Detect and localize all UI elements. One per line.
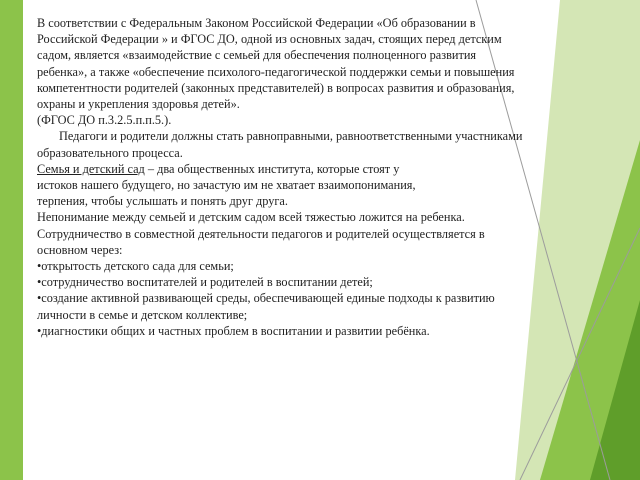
text-line: образовательного процесса. <box>37 145 183 160</box>
citation: (ФГОС ДО п.3.2.5.п.п.5.). <box>37 113 172 128</box>
text-line: истоков нашего будущего, но зачастую им не хватает взаимопонимания, <box>37 178 416 193</box>
text-line: ребенка», а также «обеспечение психолого-педагогической поддержки семьи и повышения <box>37 64 515 79</box>
bullet-item: •открытость детского сада для семьи; <box>37 259 234 274</box>
bullet-item: •диагностики общих и частных проблем в воспитании и развитии ребёнка. <box>37 323 430 338</box>
text-line: основном через: <box>37 242 123 257</box>
bullet-item: •создание активной развивающей среды, обеспечивающей единые подходы к развитию <box>37 291 495 306</box>
text-line: В соответствии с Федеральным Законом Российской Федерации «Об образовании в <box>37 16 476 30</box>
text-line: садом, является «взаимодействие с семьей для обеспечения полноценного развития <box>37 48 477 63</box>
text-line: Педагоги и родители должны стать равноправными, равноответственными участниками <box>59 129 523 144</box>
text-line: Российской Федерации » и ФГОС ДО, одной из основных задач, стоящих перед детским <box>37 32 502 47</box>
body-text <box>37 15 597 339</box>
underlined-term: Семья и детский сад <box>37 161 145 176</box>
text-line: компетентности родителей (законных представителей) в вопросах развития и образования, <box>37 80 515 95</box>
text-line: Сотрудничество в совместной деятельности педагогов и родителей осуществляется в <box>37 226 485 241</box>
left-green-stripe <box>0 0 23 480</box>
text-line: терпения, чтобы услышать и понять друг друга. <box>37 194 288 209</box>
bullet-item: •сотрудничество воспитателей и родителей в воспитании детей; <box>37 275 373 290</box>
text-line: охраны и укрепления здоровья детей». <box>37 97 240 112</box>
text-line: Непонимание между семьей и детским садом всей тяжестью ложится на ребенка. <box>37 210 465 225</box>
family-line <box>37 161 597 177</box>
text-fragment: – два общественных института, которые стоят у <box>144 161 400 176</box>
bullet-item-continuation: личности в семье и детском коллективе; <box>37 307 248 322</box>
